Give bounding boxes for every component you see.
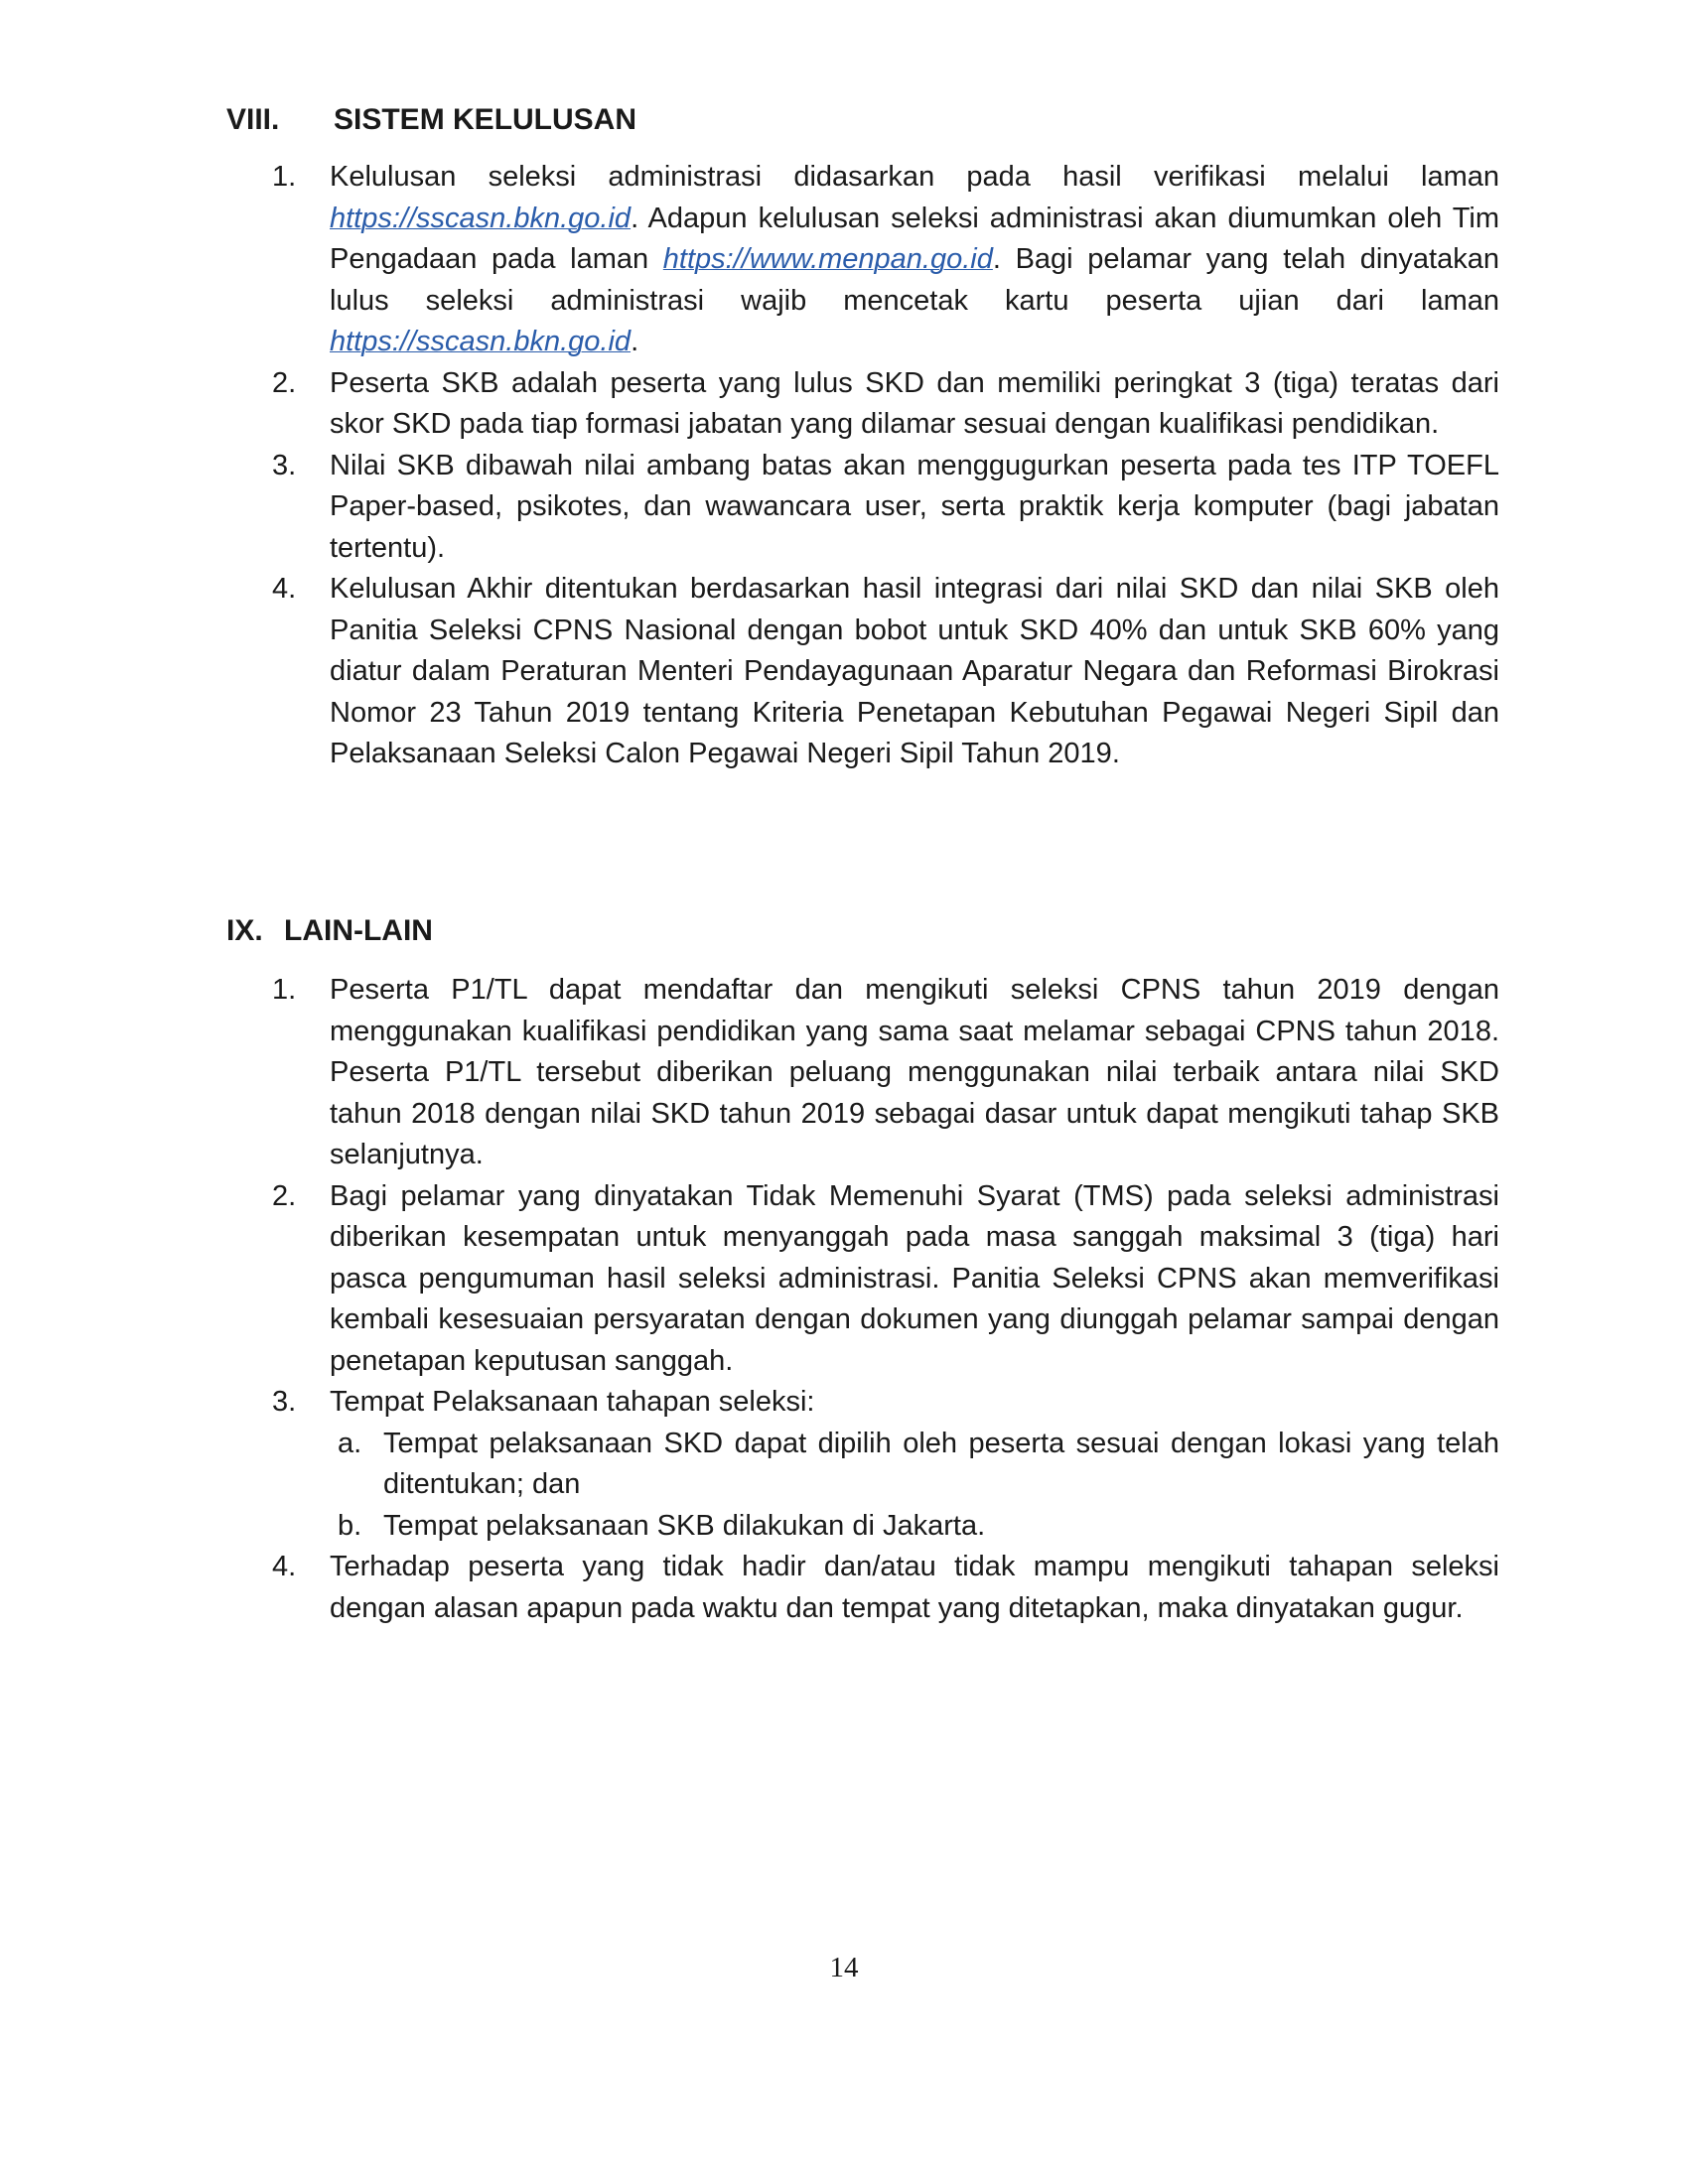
item-number: 2.: [272, 366, 297, 399]
item-text: Peserta SKB adalah peserta yang lulus SKD dan memiliki peringkat 3 (tiga) teratas dari skor SKD pada tiap formasi jabatan yang dilamar sesuai dengan kualifikasi pendidikan.: [330, 366, 1499, 440]
sublist-item: [330, 1506, 1499, 1548]
item-text: Bagi pelamar yang dinyatakan Tidak Memenuhi Syarat (TMS) pada seleksi administrasi diberikan kesempatan untuk menyanggah pada masa sanggah maksimal 3 (tiga) hari pasca pengumuman hasil seleksi administrasi. Panitia Seleksi CPNS akan memverifikasi kembali kesesuaian persyaratan dengan dokumen yang diunggah pelamar sampai dengan penetapan keputusan sanggah.: [330, 1179, 1499, 1377]
page-number: 14: [829, 1952, 859, 1983]
text-run: . Adapun kelulusan seleksi administrasi akan diumumkan oleh Tim Pengadaan pada laman: [330, 202, 1499, 275]
item-text: Kelulusan Akhir ditentukan berdasarkan hasil integrasi dari nilai SKD dan nilai SKB oleh Panitia Seleksi CPNS Nasional dengan bobot untuk SKD 40% dan untuk SKB 60% yang diatur dalam Peraturan Menteri Pendayagunaan Aparatur Negara dan Reformasi Birokrasi Nomor 23 Tahun 2019 tentang Kriteria Penetapan Kebutuhan Pegawai Negeri Sipil dan Pelaksanaan Seleksi Calon Pegawai Negeri Sipil Tahun 2019.: [330, 573, 1499, 769]
text-run: Kelulusan seleksi administrasi didasarkan pada hasil verifikasi melalui laman: [330, 161, 1499, 193]
list-item: [226, 363, 1499, 446]
item-number: 1.: [272, 974, 297, 1006]
lettered-sublist: [330, 1424, 1499, 1548]
numbered-list: [226, 970, 1499, 1629]
item-number: 3.: [272, 1386, 297, 1418]
text-run: .: [631, 326, 639, 357]
section-number: IX.: [226, 914, 263, 947]
subitem-letter: a.: [338, 1427, 362, 1459]
section-viii: [226, 99, 1499, 775]
item-text: Peserta P1/TL dapat mendaftar dan mengikuti seleksi CPNS tahun 2019 dengan menggunakan kualifikasi pendidikan yang sama saat melamar sebagai CPNS tahun 2018. Peserta P1/TL tersebut diberikan peluang menggunakan nilai terbaik antara nilai SKD tahun 2018 dengan nilai SKD tahun 2019 sebagai dasar untuk dapat mengikuti tahap SKB selanjutnya.: [330, 974, 1499, 1170]
item-number: 4.: [272, 573, 297, 605]
sublist-item: [330, 1424, 1499, 1506]
section-ix: [226, 910, 1499, 1629]
item-text: Terhadap peserta yang tidak hadir dan/atau tidak mampu mengikuti tahapan seleksi dengan alasan apapun pada waktu dan tempat yang ditetapkan, maka dinyatakan gugur.: [330, 1551, 1499, 1624]
item-number: 4.: [272, 1551, 297, 1582]
item-number: 2.: [272, 1179, 297, 1212]
item-number: 1.: [272, 161, 297, 193]
section-heading: [226, 910, 1499, 952]
list-item: [226, 1176, 1499, 1383]
menpan-link[interactable]: https://www.menpan.go.id: [662, 243, 993, 275]
item-text: [330, 161, 1499, 357]
list-item: [226, 157, 1499, 363]
list-item: [226, 1382, 1499, 1547]
sscasn-link[interactable]: https://sscasn.bkn.go.id: [330, 202, 632, 234]
subitem-text: Tempat pelaksanaan SKD dapat dipilih oleh peserta sesuai dengan lokasi yang telah ditentukan; dan: [383, 1427, 1499, 1500]
sscasn-link[interactable]: https://sscasn.bkn.go.id: [330, 326, 632, 357]
section-number: VIII.: [226, 103, 280, 136]
list-item: [226, 569, 1499, 775]
list-item: [226, 446, 1499, 570]
list-item: [226, 970, 1499, 1176]
section-title: SISTEM KELULUSAN: [334, 103, 637, 136]
section-title: LAIN-LAIN: [284, 914, 433, 947]
subitem-text: Tempat pelaksanaan SKB dilakukan di Jakarta.: [383, 1509, 986, 1542]
item-number: 3.: [272, 449, 297, 481]
subitem-letter: b.: [338, 1509, 362, 1542]
text-run: . Bagi pelamar yang telah dinyatakan lulus seleksi administrasi wajib mencetak kartu peserta ujian dari laman: [330, 243, 1499, 317]
numbered-list: [226, 157, 1499, 775]
section-heading: [226, 99, 1499, 141]
list-item: [226, 1547, 1499, 1629]
item-text: Nilai SKB dibawah nilai ambang batas akan menggugurkan peserta pada tes ITP TOEFL Paper-based, psikotes, dan wawancara user, serta praktik kerja komputer (bagi jabatan tertentu).: [330, 449, 1499, 564]
item-text: Tempat Pelaksanaan tahapan seleksi:: [330, 1386, 815, 1418]
